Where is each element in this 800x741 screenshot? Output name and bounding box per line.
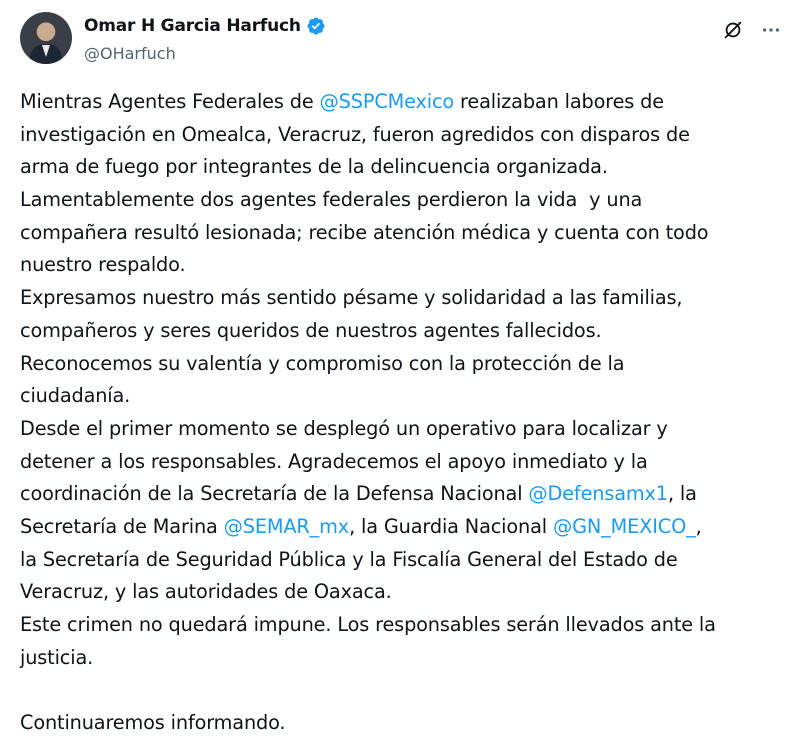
tweet-line: [20, 674, 790, 707]
mention-link[interactable]: @Defensamx1: [528, 482, 668, 506]
mention-link[interactable]: @SEMAR_mx: [223, 514, 350, 538]
author-handle[interactable]: @OHarfuch: [84, 44, 176, 63]
tweet-line: justicia.: [20, 645, 94, 669]
tweet-line: [20, 478, 790, 511]
tweet-header: [20, 12, 790, 70]
avatar[interactable]: [20, 12, 72, 64]
tweet-line: [20, 511, 790, 544]
text-segment: coordinación de la Secretaría de la Defensa Nacional: [20, 482, 529, 506]
tweet-line: detener a los responsables. Agradecemos el apoyo inmediato y la: [20, 449, 648, 473]
tweet-line: Este crimen no quedará impune. Los responsables serán llevados ante la: [20, 613, 716, 636]
more-icon[interactable]: [758, 17, 784, 43]
tweet-line: Continuaremos informando.: [20, 711, 286, 735]
tweet-line: Desde el primer momento se desplegó un operativo para localizar y: [20, 416, 668, 440]
tweet-line: ciudadanía.: [20, 384, 131, 408]
author-display-name[interactable]: Omar H Garcia Harfuch: [84, 16, 301, 36]
text-segment: realizaban labores de: [454, 90, 664, 113]
tweet-line: compañeros y seres queridos de nuestros agentes fallecidos.: [20, 318, 602, 342]
mention-link[interactable]: @GN_MEXICO_: [552, 514, 696, 538]
tweet-text: [20, 86, 790, 740]
tweet-line: compañera resultó lesionada; recibe atención médica y cuenta con todo: [20, 220, 709, 244]
tweet-line: investigación en Omealca, Veracruz, fueron agredidos con disparos de: [20, 122, 690, 146]
tweet-line: Expresamos nuestro más sentido pésame y solidaridad a las familias,: [20, 286, 683, 310]
tweet-line: [20, 86, 790, 119]
verified-badge-icon: [306, 16, 326, 36]
mention-link[interactable]: @SSPCMexico: [319, 90, 455, 113]
tweet-line: arma de fuego por integrantes de la delincuencia organizada.: [20, 155, 608, 179]
text-segment: , la: [667, 482, 697, 506]
tweet-line: nuestro respaldo.: [20, 253, 186, 277]
text-segment: ,: [695, 514, 702, 538]
text-segment: Secretaría de Marina: [20, 514, 224, 538]
tweet-line: la Secretaría de Seguridad Pública y la Fiscalía General del Estado de: [20, 547, 678, 571]
author-name-row: [84, 16, 326, 36]
grok-icon[interactable]: [720, 17, 746, 43]
tweet-line: Reconocemos su valentía y compromiso con la protección de la: [20, 351, 625, 375]
tweet-line: Lamentablemente dos agentes federales perdieron la vida y una: [20, 188, 643, 212]
text-segment: Mientras Agentes Federales de: [20, 90, 320, 113]
text-segment: , la Guardia Nacional: [349, 514, 553, 538]
tweet-line: Veracruz, y las autoridades de Oaxaca.: [20, 580, 392, 604]
